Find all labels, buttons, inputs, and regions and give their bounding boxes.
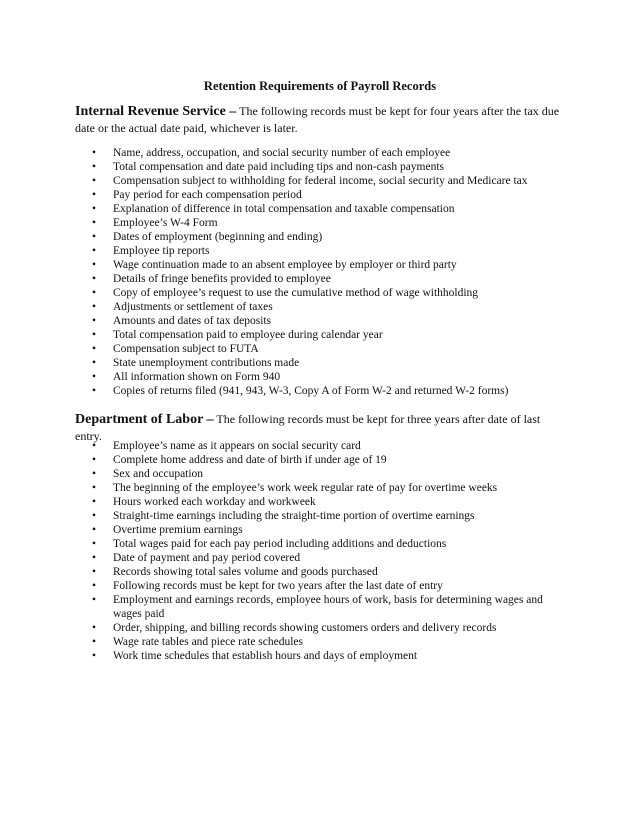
list-item-text: Total compensation paid to employee during calendar year [113, 329, 383, 341]
list-item-text: Wage rate tables and piece rate schedules [113, 636, 304, 648]
list-item-text: Dates of employment (beginning and ending) [113, 231, 323, 243]
document-title: Retention Requirements of Payroll Records [203, 79, 437, 93]
bullet-icon: • [92, 287, 97, 299]
list-item [92, 188, 562, 202]
list-item [92, 202, 562, 216]
list-item-text: Work time schedules that establish hours and days of employment [113, 650, 418, 662]
bullet-icon: • [92, 203, 97, 215]
bullet-icon: • [92, 510, 97, 522]
irs-heading: Internal Revenue Service – [75, 104, 237, 119]
list-item [92, 439, 562, 453]
list-item-text: Pay period for each compensation period [113, 189, 302, 201]
bullet-icon: • [92, 454, 97, 466]
list-item-text: Copies of returns filed (941, 943, W-3, Copy A of Form W-2 and returned W-2 forms) [113, 385, 509, 397]
list-item [92, 258, 562, 272]
list-item [92, 314, 562, 328]
list-item-text: Following records must be kept for two years after the last date of entry [113, 580, 443, 592]
list-item [92, 356, 562, 370]
list-item-text: Overtime premium earnings [113, 524, 243, 536]
bullet-icon: • [92, 259, 97, 271]
bullet-icon: • [92, 357, 97, 369]
bullet-icon: • [92, 440, 97, 452]
list-item-text: Employment and earnings records, employee hours of work, basis for determining wages and wages paid [113, 594, 543, 620]
list-item-text: Sex and occupation [113, 468, 204, 480]
list-item [92, 300, 562, 314]
list-item [92, 523, 562, 537]
list-item [92, 551, 562, 565]
bullet-icon: • [92, 147, 97, 159]
bullet-icon: • [92, 622, 97, 634]
dol-intro: The following records must be kept for three years after date of last entry. [75, 412, 541, 443]
list-item [92, 649, 562, 663]
list-item [92, 635, 562, 649]
list-item [92, 509, 562, 523]
list-item [92, 384, 562, 398]
dol-heading: Department of Labor – [75, 412, 214, 427]
bullet-icon: • [92, 650, 97, 662]
list-item-text: Total compensation and date paid including tips and non-cash payments [113, 161, 445, 173]
list-item-text: All information shown on Form 940 [113, 371, 281, 383]
bullet-icon: • [92, 343, 97, 355]
list-item-text: Wage continuation made to an absent employee by employer or third party [113, 259, 457, 271]
list-item-text: Order, shipping, and billing records showing customers orders and delivery records [113, 622, 497, 634]
bullet-icon: • [92, 636, 97, 648]
list-item [92, 593, 562, 621]
list-item-text: Copy of employee’s request to use the cumulative method of wage withholding [113, 287, 479, 299]
bullet-icon: • [92, 468, 97, 480]
list-item [92, 579, 562, 593]
list-item [92, 328, 562, 342]
list-item [92, 481, 562, 495]
list-item-text: Records showing total sales volume and goods purchased [113, 566, 378, 578]
list-item [92, 342, 562, 356]
list-item [92, 272, 562, 286]
bullet-icon: • [92, 580, 97, 592]
bullet-icon: • [92, 371, 97, 383]
bullet-icon: • [92, 189, 97, 201]
list-item-text: State unemployment contributions made [113, 357, 300, 369]
bullet-icon: • [92, 175, 97, 187]
list-item [92, 495, 562, 509]
bullet-icon: • [92, 594, 97, 606]
list-item-text: Amounts and dates of tax deposits [113, 315, 272, 327]
bullet-icon: • [92, 245, 97, 257]
bullet-icon: • [92, 217, 97, 229]
bullet-icon: • [92, 385, 97, 397]
list-item-text: Compensation subject to FUTA [113, 343, 259, 355]
bullet-icon: • [92, 231, 97, 243]
list-item [92, 286, 562, 300]
bullet-icon: • [92, 273, 97, 285]
bullet-icon: • [92, 552, 97, 564]
list-item [92, 621, 562, 635]
list-item-text: Hours worked each workday and workweek [113, 496, 316, 508]
list-item-text: Straight-time earnings including the straight-time portion of overtime earnings [113, 510, 475, 522]
bullet-icon: • [92, 496, 97, 508]
list-item [92, 174, 562, 188]
irs-section [75, 103, 567, 136]
dol-record-list [92, 439, 562, 663]
bullet-icon: • [92, 329, 97, 341]
list-item [92, 453, 562, 467]
list-item [92, 216, 562, 230]
list-item-text: Explanation of difference in total compensation and taxable compensation [113, 203, 455, 215]
irs-intro: The following records must be kept for four years after the tax due date or the actual date paid, whichever is later. [75, 104, 560, 135]
list-item-text: Employee’s W-4 Form [113, 217, 218, 229]
list-item [92, 244, 562, 258]
list-item-text: Complete home address and date of birth if under age of 19 [113, 454, 387, 466]
list-item-text: Employee’s name as it appears on social security card [113, 440, 361, 452]
bullet-icon: • [92, 301, 97, 313]
list-item-text: Total wages paid for each pay period including additions and deductions [113, 538, 447, 550]
list-item [92, 565, 562, 579]
bullet-icon: • [92, 161, 97, 173]
bullet-icon: • [92, 566, 97, 578]
list-item [92, 230, 562, 244]
irs-record-list [92, 146, 562, 398]
list-item [92, 160, 562, 174]
list-item-text: Compensation subject to withholding for federal income, social security and Medicare tax [113, 175, 528, 187]
list-item-text: Name, address, occupation, and social security number of each employee [113, 147, 451, 159]
list-item [92, 467, 562, 481]
list-item-text: The beginning of the employee’s work week regular rate of pay for overtime weeks [113, 482, 498, 494]
bullet-icon: • [92, 538, 97, 550]
list-item-text: Details of fringe benefits provided to employee [113, 273, 331, 285]
bullet-icon: • [92, 315, 97, 327]
list-item-text: Date of payment and pay period covered [113, 552, 301, 564]
bullet-icon: • [92, 482, 97, 494]
list-item [92, 370, 562, 384]
bullet-icon: • [92, 524, 97, 536]
list-item [92, 537, 562, 551]
list-item-text: Employee tip reports [113, 245, 210, 257]
list-item [92, 146, 562, 160]
list-item-text: Adjustments or settlement of taxes [113, 301, 273, 313]
